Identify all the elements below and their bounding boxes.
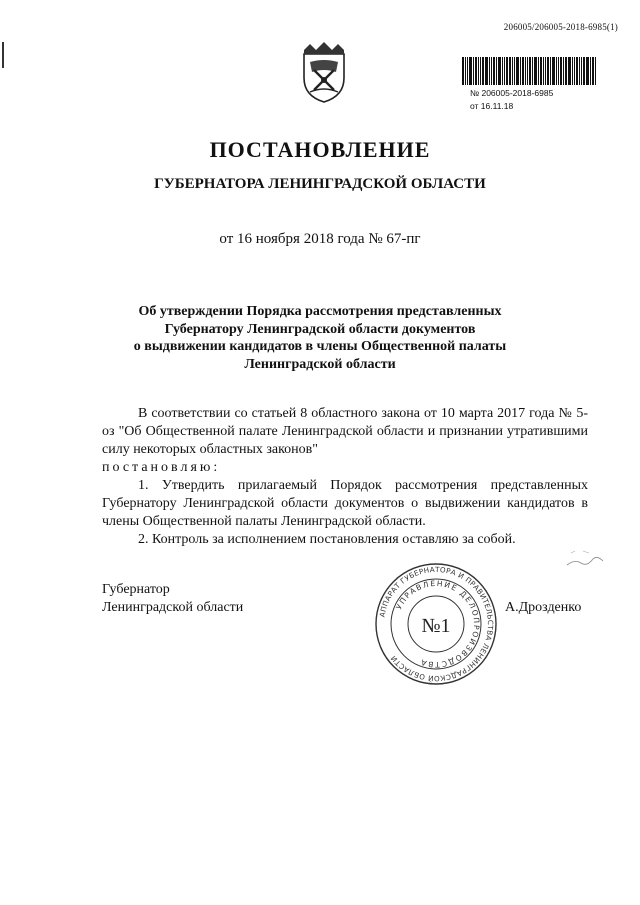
barcode-bar bbox=[480, 57, 481, 85]
barcode-bar bbox=[583, 57, 585, 85]
signer-position-line1: Губернатор bbox=[102, 582, 170, 597]
heading-line: Губернатору Ленинградской области документов bbox=[164, 321, 476, 337]
document-body bbox=[102, 405, 588, 549]
barcode-bar bbox=[572, 57, 573, 85]
barcode-bar bbox=[465, 57, 466, 85]
barcode-bar bbox=[491, 57, 492, 85]
signer-position-line2: Ленинградской области bbox=[102, 600, 244, 615]
stamp-outer-text: АППАРАТ ГУБЕРНАТОРА И ПРАВИТЕЛЬСТВА ЛЕНИНГРАДСКОЙ ОБЛАСТИ bbox=[377, 564, 496, 684]
barcode-bar bbox=[534, 57, 537, 85]
barcode-bar bbox=[556, 57, 557, 85]
barcode-bar bbox=[516, 57, 519, 85]
body-item-2: 2. Контроль за исполнением постановления оставляю за собой. bbox=[138, 532, 516, 547]
barcode-bar bbox=[475, 57, 477, 85]
barcode-bar bbox=[498, 57, 501, 85]
barcode-bar bbox=[462, 57, 464, 85]
barcode-bar bbox=[590, 57, 591, 85]
coat-of-arms-icon bbox=[296, 38, 352, 104]
barcode-bar bbox=[538, 57, 539, 85]
barcode-bar bbox=[512, 57, 513, 85]
decree-word: постановляю: bbox=[102, 460, 221, 475]
barcode-bar bbox=[565, 57, 567, 85]
barcode-bar bbox=[509, 57, 511, 85]
document-subtitle: ГУБЕРНАТОРА ЛЕНИНГРАДСКОЙ ОБЛАСТИ bbox=[154, 176, 486, 192]
pen-mark bbox=[565, 545, 605, 573]
barcode-bar bbox=[547, 57, 549, 85]
document-title: ПОСТАНОВЛЕНИЕ bbox=[209, 137, 431, 162]
barcode-bar bbox=[545, 57, 546, 85]
barcode-bar bbox=[489, 57, 490, 85]
barcode-bar bbox=[482, 57, 484, 85]
barcode-bar bbox=[506, 57, 508, 85]
barcode-bar bbox=[529, 57, 531, 85]
barcode-bar bbox=[552, 57, 555, 85]
margin-mark bbox=[2, 42, 4, 68]
barcode-bar bbox=[502, 57, 503, 85]
registration-date: от 16.11.18 bbox=[470, 101, 514, 111]
stamp-inner-text: УПРАВЛЕНИЕ ДЕЛОПРОИЗВОДСТВА bbox=[394, 578, 482, 670]
heading-line: Об утверждении Порядка рассмотрения представленных bbox=[138, 304, 502, 319]
document-date-number: от 16 ноября 2018 года № 67-пг bbox=[219, 231, 421, 247]
barcode-bar bbox=[560, 57, 562, 85]
barcode-bar bbox=[485, 57, 488, 85]
barcode-bar bbox=[576, 57, 578, 85]
barcode-bar bbox=[520, 57, 521, 85]
heading-line: Ленинградской области bbox=[244, 356, 396, 372]
body-intro: В соответствии со статьей 8 областного закона от 10 марта 2017 года № 5-оз "Об Общественной палате Ленинградской области и признании утратившими силу некоторых областных законов" bbox=[102, 406, 588, 457]
barcode-bar bbox=[550, 57, 551, 85]
barcode-bar bbox=[568, 57, 571, 85]
barcode-bar bbox=[525, 57, 526, 85]
barcode-bar bbox=[579, 57, 580, 85]
stamp-number: №1 bbox=[421, 615, 451, 637]
barcode-bar bbox=[469, 57, 472, 85]
heading-line: о выдвижении кандидатов в члены Общественной палаты bbox=[133, 339, 507, 354]
barcode-bar bbox=[493, 57, 495, 85]
barcode-bar bbox=[527, 57, 528, 85]
document-code: 206005/206005-2018-6985(1) bbox=[503, 22, 618, 32]
barcode-bar bbox=[473, 57, 474, 85]
barcode-bar bbox=[496, 57, 497, 85]
barcode-bar bbox=[581, 57, 582, 85]
barcode-bar bbox=[586, 57, 589, 85]
official-seal-icon bbox=[374, 562, 498, 686]
barcode-bar bbox=[522, 57, 524, 85]
barcode-bar bbox=[574, 57, 575, 85]
barcode-bar bbox=[467, 57, 468, 85]
barcode-bar bbox=[595, 57, 596, 85]
barcode-bar bbox=[543, 57, 544, 85]
barcode-bar bbox=[592, 57, 594, 85]
barcode-icon bbox=[462, 57, 600, 85]
barcode-bar bbox=[563, 57, 564, 85]
barcode-bar bbox=[514, 57, 515, 85]
body-item-1: 1. Утвердить прилагаемый Порядок рассмотрения представленных Губернатору Ленинградской области документов о выдвижении кандидатов в члены Общественной палаты Ленинградской области. bbox=[102, 478, 588, 529]
barcode-bar bbox=[540, 57, 542, 85]
barcode-bar bbox=[532, 57, 533, 85]
barcode-bar bbox=[504, 57, 505, 85]
barcode-bar bbox=[558, 57, 559, 85]
registration-number: № 206005-2018-6985 bbox=[470, 88, 554, 98]
document-heading bbox=[0, 303, 640, 373]
barcode-bar bbox=[478, 57, 479, 85]
signer-name: А.Дрозденко bbox=[505, 600, 582, 615]
